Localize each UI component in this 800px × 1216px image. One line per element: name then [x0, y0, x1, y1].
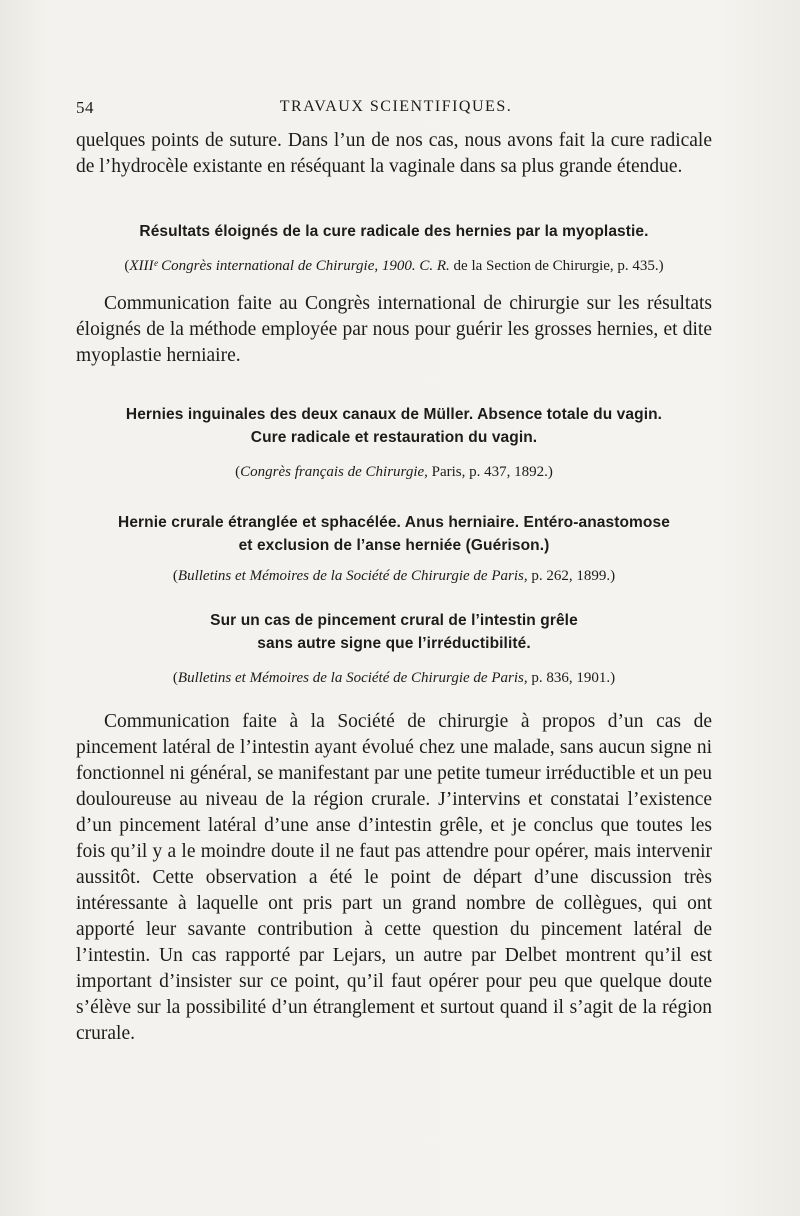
section-title-line: et exclusion de l’anse herniée (Guérison.)	[238, 537, 550, 554]
page-body	[76, 128, 712, 1047]
section-title	[76, 403, 712, 449]
section-hernie-crurale	[76, 511, 712, 587]
section-body: Communication faite à la Société de chirurgie à propos d’un cas de pincement latéral de l’intestin ayant évolué chez une malade, sans aucun signe ni fonctionnel ni général, se manifestant par une petite tumeur irréductible et un peu douloureuse au niveau de la région crurale. J’intervins et constatai l’existence d’un pincement latéral d’une anse d’intestin grêle, et je conclus que toutes les fois qu’il y a le moindre doute il ne faut pas attendre pour opérer, mais intervenir aussitôt. Cette observation a été le point de départ d’une discussion très intéressante à laquelle ont pris part un grand nombre de collègues, qui ont apporté leur savante contribution à cette question du pincement latéral de l’intestin. Un cas rapporté par Lejars, un autre par Delbet montrent qu’il est important d’insister sur ce point, qu’il faut opérer pour peu que quelque doute s’élève sur la possibilité d’un étranglement et surtout quand il s’agit de la région crurale.	[76, 711, 712, 1044]
section-reference	[76, 461, 712, 483]
reference-open: (	[235, 464, 241, 480]
section-title-line: sans autre signe que l’irréductibilité.	[257, 635, 531, 652]
page-number: 54	[76, 98, 94, 117]
section-body: Communication faite au Congrès international de chirurgie sur les résultats éloignés de la méthode employée par nous pour guérir les grosses hernies, et dite myoplastie herniaire.	[76, 293, 712, 366]
reference-source: Bulletins et Mémoires de la Société de Chirurgie de Paris	[177, 568, 524, 584]
section-title	[76, 511, 712, 557]
section-title-line: Sur un cas de pincement crural de l’intestin grêle	[210, 612, 578, 629]
reference-details: de la Section de Chirurgie, p. 435.)	[449, 258, 664, 274]
section-title-line: Résultats éloignés de la cure radicale des hernies par la myoplastie.	[139, 223, 649, 240]
section-title-line: Hernies inguinales des deux canaux de Müller. Absence totale du vagin.	[125, 406, 663, 423]
reference-source: Bulletins et Mémoires de la Société de Chirurgie de Paris	[177, 670, 524, 686]
reference-open: (	[124, 258, 130, 274]
section-title	[76, 609, 712, 655]
section-reference	[76, 667, 712, 689]
section-pincement-crural	[76, 609, 712, 1047]
running-head: TRAVAUX SCIENTIFIQUES.	[279, 98, 513, 115]
section-reference	[76, 565, 712, 587]
reference-source: XIIIᵉ Congrès international de Chirurgie, 1900. C. R.	[129, 258, 450, 274]
section-title-line: Cure radicale et restauration du vagin.	[250, 429, 538, 446]
section-myoplastie	[76, 220, 712, 369]
reference-open: (	[172, 670, 178, 686]
section-hernies-inguinales	[76, 403, 712, 483]
section-title-line: Hernie crurale étranglée et sphacélée. Anus herniaire. Entéro-anastomose	[118, 514, 670, 531]
reference-details: , p. 836, 1901.)	[523, 670, 616, 686]
reference-open: (	[172, 568, 178, 584]
reference-source: Congrès français de Chirurgie	[240, 464, 425, 480]
page-header	[76, 98, 716, 118]
section-reference	[76, 255, 712, 277]
section-title	[76, 220, 712, 243]
reference-details: , Paris, p. 437, 1892.)	[424, 464, 553, 480]
continuation-paragraph: quelques points de suture. Dans l’un de nos cas, nous avons fait la cure radicale de l’hydrocèle existante en réséquant la vaginale dans sa plus grande étendue.	[76, 130, 712, 177]
reference-details: , p. 262, 1899.)	[523, 568, 616, 584]
